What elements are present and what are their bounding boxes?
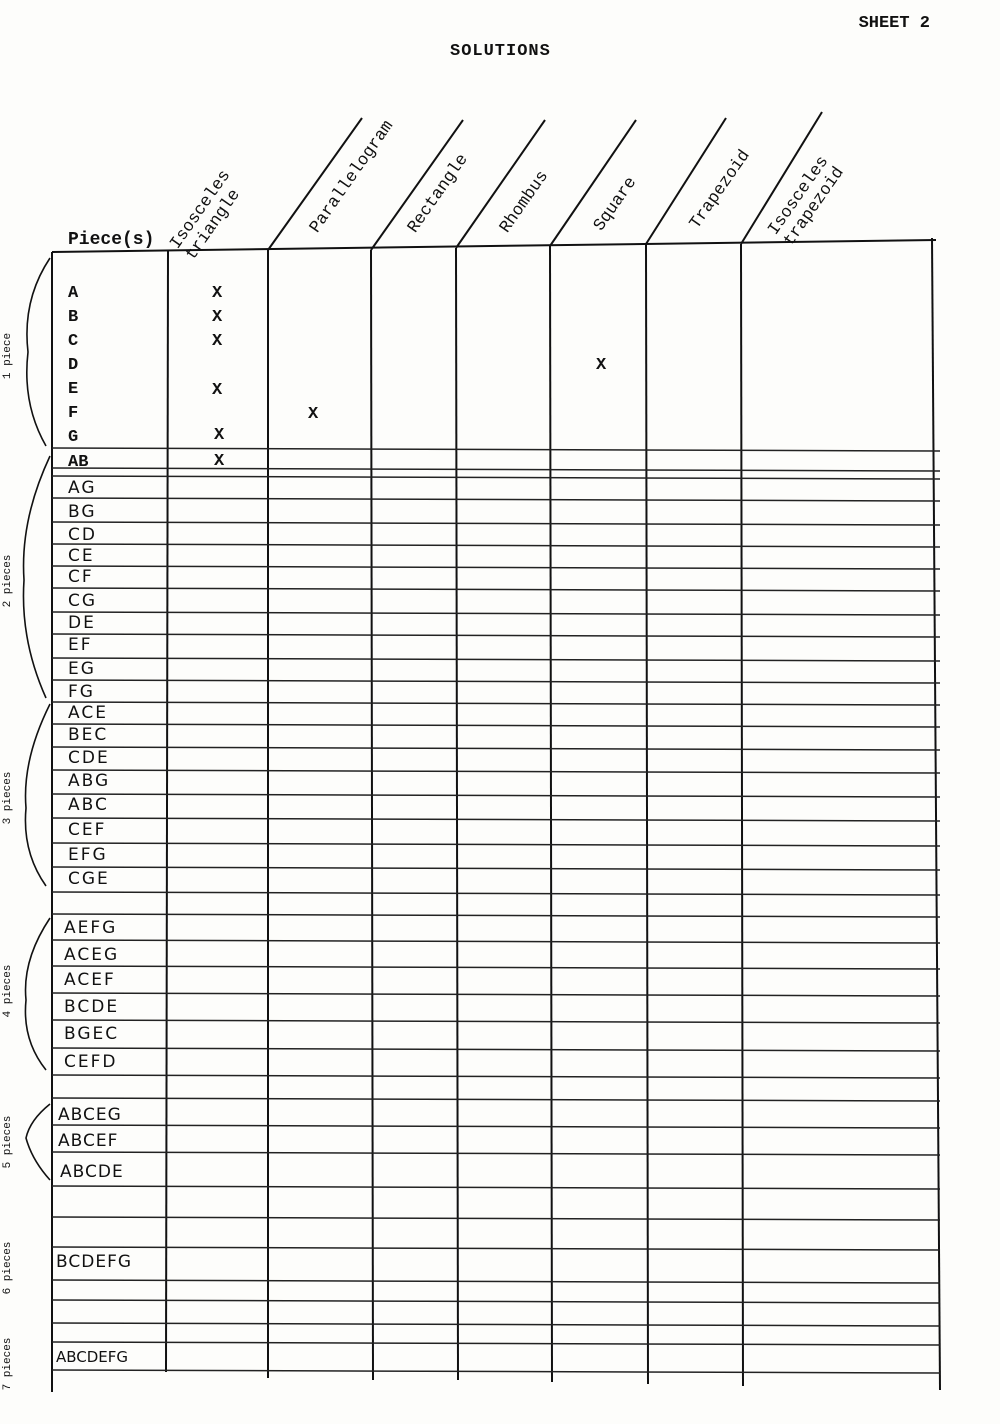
mark-x: X [212,332,223,351]
grid-row-line [52,1370,940,1373]
grid-row-line [52,612,940,615]
piece-label: A [68,284,79,303]
grid-row-line [52,658,940,661]
grid-row-line [52,522,940,525]
grid-row-line [52,770,940,773]
column-header-trapezoid: Trapezoid [686,146,755,233]
grid-row-line [52,1020,940,1023]
grid-row-line [52,1098,940,1101]
grid-row-line [52,1300,940,1303]
grid-row-line [52,1217,940,1220]
grid-row-line [52,724,940,727]
grid-row-line [52,1186,940,1189]
grid-row-line [52,1247,940,1250]
grid-row-line [52,1280,940,1283]
column-header-parallelogram: Parallelogram [306,117,399,237]
grid-row-line [52,914,940,917]
grid-row-line [52,702,940,705]
combination-label: AB [68,453,89,472]
grid-row-line [52,867,940,870]
grid-row-line [52,1048,940,1051]
combination-label: BG [68,502,97,522]
group-label-5-pieces: 5 pieces [2,1115,14,1169]
column-header-isosceles-trapezoid: Isosceles trapezoid [764,152,849,250]
grid-row-line [52,1323,940,1326]
combination-label: EG [68,659,96,679]
group-label-4-pieces: 4 pieces [2,964,14,1018]
combination-label: CGE [68,869,110,889]
grid-row-line [52,566,940,569]
grid-row-line [52,1075,940,1078]
grid-row-line [52,1152,940,1155]
combination-label: ACEG [64,945,120,965]
combination-label: ABCEG [58,1105,122,1125]
pieces-column-header: Piece(s) [68,230,155,250]
group-label-2-pieces: 2 pieces [2,554,14,608]
combination-label: ACEF [64,970,116,990]
combination-label: CF [68,567,94,587]
grid-row-line [52,843,940,846]
grid-row-line [52,993,940,996]
piece-label: E [68,380,79,399]
combination-label: CG [68,591,98,611]
grid-row-line [52,892,940,895]
combination-label: CE [68,546,95,566]
combination-label: CEFD [64,1052,118,1072]
combination-label: CD [68,525,97,545]
piece-label: D [68,356,79,375]
grid-row-line [52,634,940,637]
page-title: SOLUTIONS [450,42,551,61]
grid-row-line [52,940,940,943]
combination-label: BGEC [64,1024,120,1044]
piece-label: F [68,404,79,423]
combination-label: ABCEF [58,1131,119,1151]
combination-label: CEF [68,820,107,840]
grid-row-line [52,966,940,969]
column-header-isosceles-triangle: Isosceles triangle [166,166,245,264]
mark-x: X [214,426,225,445]
sheet-label: SHEET 2 [858,14,930,33]
grid-row-line [52,588,940,591]
mark-x: X [212,284,223,303]
piece-label: C [68,332,79,351]
combination-label: DE [68,613,96,633]
grid-row-line [52,1125,940,1128]
combination-label: EFG [68,845,108,865]
column-header-rhombus: Rhombus [496,167,553,237]
grid-row-line [52,680,940,683]
combination-label: ABCDEFG [56,1348,129,1366]
grid-row-line [52,818,940,821]
group-label-3-pieces: 3 pieces [2,771,14,825]
piece-label: B [68,308,79,327]
mark-x: X [212,381,223,400]
grid-row-line [52,448,940,451]
group-label-7-pieces: 7 pieces [2,1337,14,1391]
combination-label: BCDEFG [56,1252,133,1272]
grid-row-line [52,544,940,547]
grid-row-line [52,498,940,501]
grid-row-line [52,747,940,750]
column-header-square: Square [590,173,642,235]
combination-label: AEFG [64,918,118,938]
mark-x: X [212,308,223,327]
combination-label: ABC [68,795,109,815]
combination-label: BCDE [64,997,120,1017]
mark-x: X [308,405,319,424]
combination-label: EF [68,635,93,655]
combination-label: ABCDE [60,1162,124,1182]
combination-label: FG [68,682,95,702]
combination-label: AG [68,478,97,498]
column-header-rectangle: Rectangle [404,150,473,237]
group-label-1-piece: 1 piece [2,332,14,380]
mark-x: X [214,452,225,471]
mark-x: X [596,356,607,375]
group-label-6-pieces: 6 pieces [2,1241,14,1295]
grid-row-line [52,468,940,471]
combination-label: ABG [68,771,111,791]
grid-row-line [52,1342,940,1345]
combination-label: BEC [68,725,109,745]
combination-label: CDE [68,748,110,768]
combination-label: ACE [68,703,108,723]
grid-row-line [52,794,940,797]
piece-label: G [68,428,79,447]
grid-row-line [52,476,940,479]
